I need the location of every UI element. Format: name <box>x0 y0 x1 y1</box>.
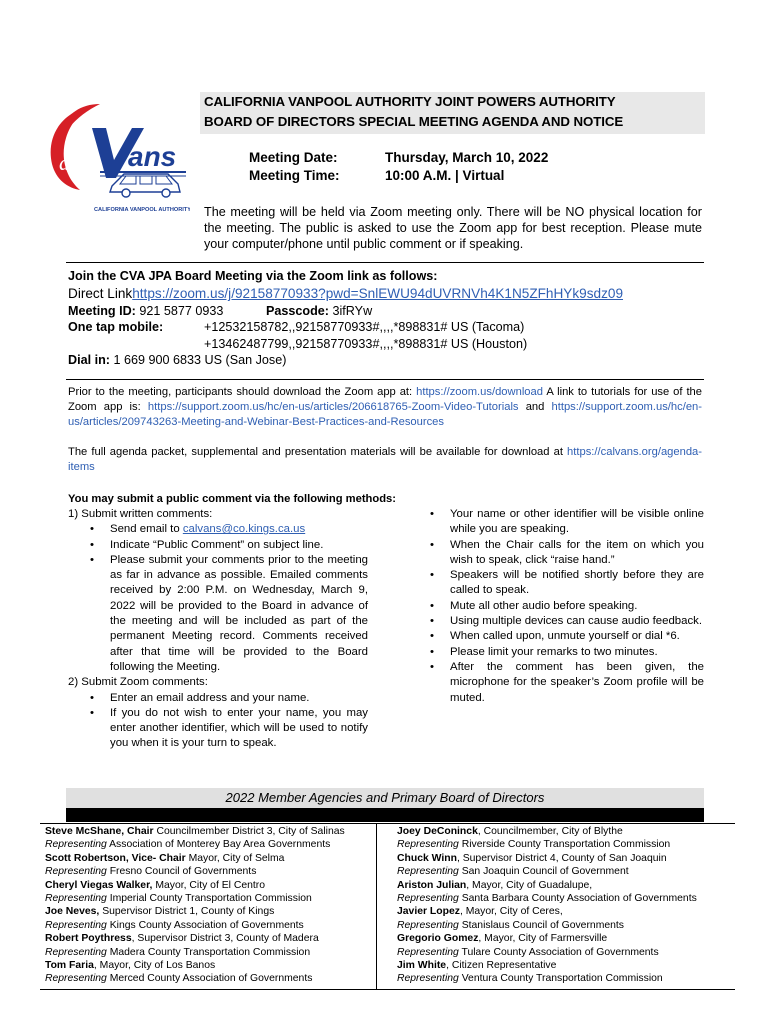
meeting-id-value: 921 5877 0933 <box>139 304 224 318</box>
list-item: • When called upon, unmute yourself or dial *6. <box>428 629 704 644</box>
direct-link[interactable]: https://zoom.us/j/92158770933?pwd=SnlEWU94dUVRNVh4K1N5ZFhHYk9sdz09 <box>132 286 624 301</box>
comments-right-column <box>428 507 704 706</box>
method-2: 2) Submit Zoom comments: <box>68 676 208 689</box>
table-column-divider <box>376 823 377 990</box>
one-tap-number-2: +13462487799,,92158770933#,,,,*898831# US (Houston) <box>204 337 528 351</box>
board-member: Jim White, Citizen Representative <box>397 960 557 972</box>
prior-paragraph: Prior to the meeting, participants should download the Zoom app at: https://zoom.us/download A link to tutorials for use of the Zoom app is: https://support.zoom.us/hc/en-us/articles/206618765-Zoom-Video-Tutorials and https://support.zoom.us/hc/en-us/articles/209743263-Meeting-and-Webinar-Best-Practices-and-Resources <box>68 386 703 428</box>
board-heading: 2022 Member Agencies and Primary Board of Directors <box>66 788 704 808</box>
member-agency: Representing Riverside County Transportation Commission <box>397 839 671 851</box>
board-member: Joe Neves, Supervisor District 1, County of Kings <box>45 906 275 918</box>
list-item: • Enter an email address and your name. <box>88 691 368 706</box>
zoom-best-practices-link[interactable]: https://support.zoom.us/hc/en-us/articles/209743263-Meeting-and-Webinar-Best-Practices-and-Resources <box>68 401 703 428</box>
board-left-column <box>45 825 373 986</box>
direct-link-label: Direct Link <box>68 286 133 301</box>
dial-in-value: 1 669 900 6833 US (San Jose) <box>113 353 287 367</box>
meeting-id-label: Meeting ID: <box>68 304 136 318</box>
agenda-items-link[interactable]: https://calvans.org/agenda-items <box>68 446 703 473</box>
board-member: Cheryl Viegas Walker, Mayor, City of El Centro <box>45 879 266 891</box>
svg-text:CALIFORNIA VANPOOL AUTHORITY: CALIFORNIA VANPOOL AUTHORITY <box>94 207 190 213</box>
meeting-date-label: Meeting Date: <box>249 150 338 165</box>
board-member: Ariston Julian, Mayor, City of Guadalupe, <box>397 879 593 891</box>
board-member: Scott Robertson, Vice- Chair Mayor, City of Selma <box>45 852 285 864</box>
board-member: Gregorio Gomez, Mayor, City of Farmersville <box>397 933 608 945</box>
calvans-logo-image <box>40 98 190 218</box>
dial-in-label: Dial in: <box>68 353 110 367</box>
divider <box>66 262 704 263</box>
meeting-time-label: Meeting Time: <box>249 168 340 183</box>
member-agency: Representing San Joaquin Council of Government <box>397 866 629 878</box>
one-tap-row <box>68 319 163 335</box>
zoom-tutorials-link[interactable]: https://support.zoom.us/hc/en-us/articles/206618765-Zoom-Video-Tutorials <box>147 401 519 413</box>
one-tap-number-1: +12532158782,,92158770933#,,,,*898831# US (Tacoma) <box>204 320 525 334</box>
divider <box>66 379 704 380</box>
member-agency: Representing Kings County Association of Governments <box>45 919 304 931</box>
comments-heading: You may submit a public comment via the following methods: <box>68 493 396 505</box>
list-item: • When the Chair calls for the item on which you wish to speak, click “raise hand.” <box>428 538 704 569</box>
agenda-paragraph: The full agenda packet, supplemental and presentation materials will be available for download at https://calvans.org/agenda-items <box>68 446 703 473</box>
one-tap-label: One tap mobile: <box>68 320 164 334</box>
email-link[interactable]: calvans@co.kings.ca.us <box>182 523 306 536</box>
member-agency: Representing Merced County Association of Governments <box>45 973 313 985</box>
member-agency: Representing Madera County Transportation Commission <box>45 946 311 958</box>
calvans-logo <box>40 98 190 218</box>
member-agency: Representing Association of Monterey Bay Area Governments <box>45 839 331 851</box>
table-top-rule <box>40 823 735 824</box>
list-item: • Speakers will be notified shortly before they are called to speak. <box>428 568 704 599</box>
title-line-2: BOARD OF DIRECTORS SPECIAL MEETING AGENDA AND NOTICE <box>204 114 624 129</box>
board-right-column <box>397 825 732 986</box>
list-item: • Your name or other identifier will be visible online while you are speaking. <box>428 507 704 538</box>
list-item: • Mute all other audio before speaking. <box>428 599 704 614</box>
list-item: • After the comment has been given, the microphone for the speaker’s Zoom profile will be muted. <box>428 660 704 706</box>
board-member: Joey DeConinck, Councilmember, City of Blythe <box>397 826 623 837</box>
board-member: Javier Lopez, Mayor, City of Ceres, <box>397 906 563 918</box>
list-item: • Using multiple devices can cause audio feedback. <box>428 614 704 629</box>
method-1-list <box>88 522 368 675</box>
member-agency: Representing Imperial County Transportation Commission <box>45 893 312 905</box>
method-2-list <box>88 691 368 752</box>
direct-link-row <box>68 286 623 302</box>
list-item: • Please limit your remarks to two minutes. <box>428 645 704 660</box>
board-member: Chuck Winn, Supervisor District 4, County of San Joaquin <box>397 852 667 864</box>
board-member: Robert Poythress, Supervisor District 3, County of Madera <box>45 933 319 945</box>
agenda-title <box>200 92 705 134</box>
comments-left-column <box>68 507 368 752</box>
list-item: • Indicate “Public Comment” on subject line. <box>88 538 368 553</box>
zoom-heading: Join the CVA JPA Board Meeting via the Zoom link as follows: <box>68 269 438 283</box>
board-member: Steve McShane, Chair Councilmember District 3, City of Salinas <box>45 826 345 837</box>
intro-paragraph: The meeting will be held via Zoom meeting only. There will be NO physical location for the meeting. The public is asked to use the Zoom app for best reception. Please mute your computer/phone until public comment or if speaking. <box>204 205 702 251</box>
list-item: • Please submit your comments prior to the meeting as far in advance as possible. Emailed comments received by 2:00 P.M. on Wednesday, March 9, 2022 will be provided to the Board in advance of the meeting and will be included as part of the permanent Meeting record. Comments received after that time will be provided to the Board following the Meeting. <box>88 553 368 675</box>
zoom-download-link[interactable]: https://zoom.us/download <box>416 386 543 398</box>
passcode-row <box>266 303 372 319</box>
member-agency: Representing Tulare County Association of Governments <box>397 946 659 958</box>
method-1: 1) Submit written comments: <box>68 508 213 520</box>
list-item: • Send email to calvans@co.kings.ca.us <box>88 522 368 537</box>
speaker-instructions <box>428 507 704 706</box>
meeting-date-value: Thursday, March 10, 2022 <box>385 150 549 165</box>
meeting-id-row <box>68 303 223 319</box>
member-agency: Representing Stanislaus Council of Governments <box>397 919 624 931</box>
board-heading-bar <box>66 808 704 822</box>
list-item: • If you do not wish to enter your name, you may enter another identifier, which will be used to notify you when it is your turn to speak. <box>88 706 368 752</box>
passcode-label: Passcode: <box>266 304 329 318</box>
board-member: Tom Faria, Mayor, City of Los Banos <box>45 960 216 972</box>
passcode-value: 3ifRYw <box>332 304 373 318</box>
dial-in-row <box>68 352 286 368</box>
title-line-1: CALIFORNIA VANPOOL AUTHORITY JOINT POWERS AUTHORITY <box>204 94 616 109</box>
member-agency: Representing Ventura County Transportation Commission <box>397 973 663 985</box>
meeting-time-value: 10:00 A.M. | Virtual <box>385 168 505 183</box>
table-bottom-rule <box>40 989 735 990</box>
member-agency: Representing Fresno Council of Governments <box>45 866 257 878</box>
svg-text:ans: ans <box>128 141 177 172</box>
svg-text:al: al <box>59 150 77 175</box>
member-agency: Representing Santa Barbara County Association of Governments <box>397 893 697 905</box>
